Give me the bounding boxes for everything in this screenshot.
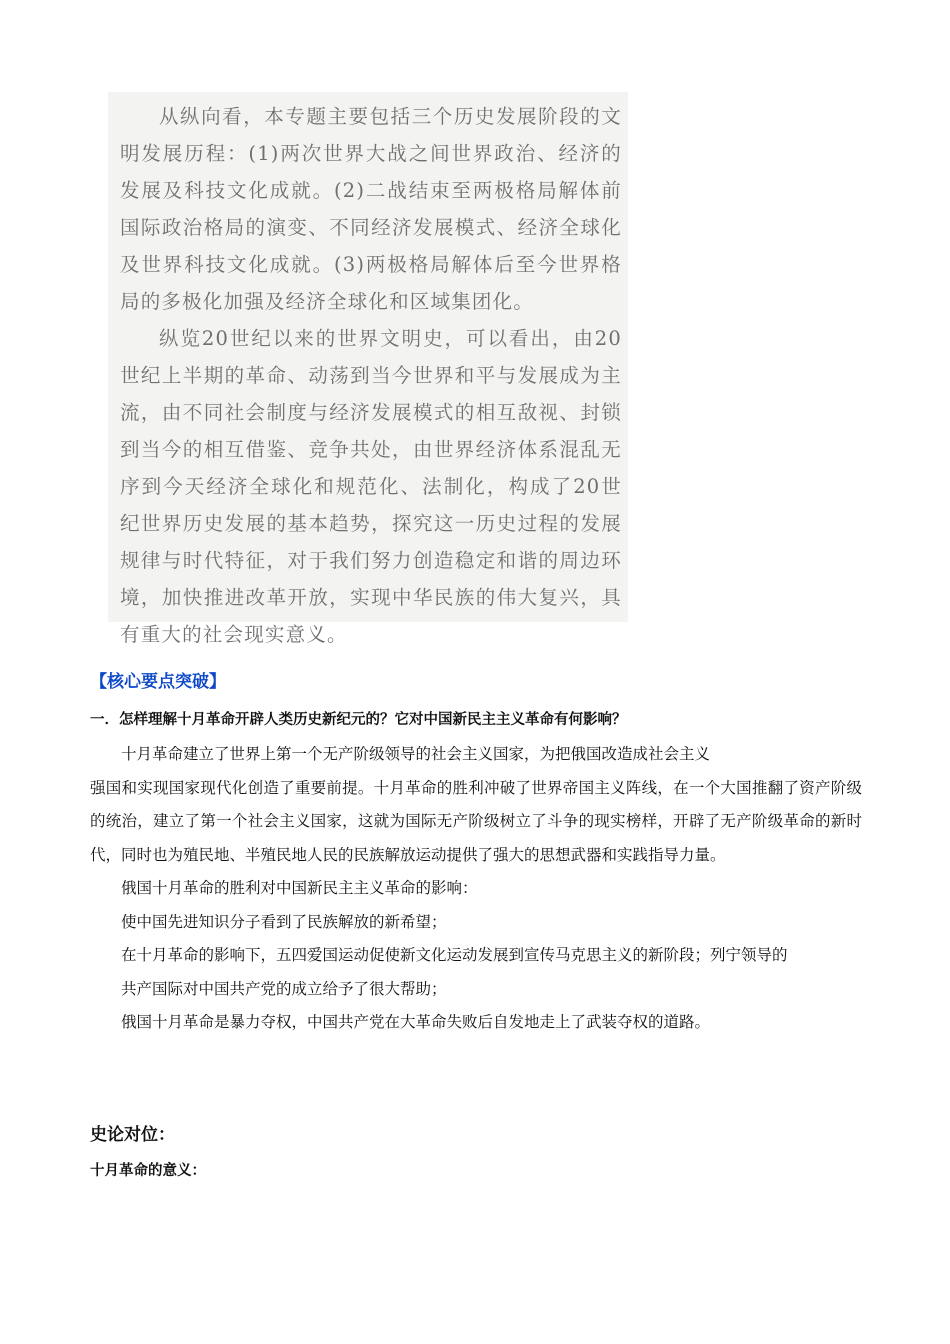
- sub-label: 十月革命的意义：: [90, 1163, 206, 1179]
- influence-item-2-rest: 共产国际对中国共产党的成立给予了很大帮助；: [121, 979, 447, 998]
- section-title: 【核心要点突破】: [90, 672, 226, 692]
- answer-paragraph-1-rest: 强国和实现国家现代化创造了重要前提。十月革命的胜利冲破了世界帝国主义阵线，在一个大国推翻了资产阶级的统治，建立了第一个社会主义国家，这就为国际无产阶级树立了斗争的现实榜样，开辟了无产阶级革命的新时代，同时也为殖民地、半殖民地人民的民族解放运动提供了强大的思想武器和实践指导力量。: [90, 778, 862, 864]
- influence-item-3: 俄国十月革命是暴力夺权，中国共产党在大革命失败后自发地走上了武装夺权的道路。: [121, 1013, 711, 1031]
- influence-intro: 俄国十月革命的胜利对中国新民主主义革命的影响：: [121, 879, 478, 897]
- answer-paragraph-1-line-1: 十月革命建立了世界上第一个无产阶级领导的社会主义国家，为把俄国改造成社会主义: [121, 745, 711, 763]
- influence-item-2-line-1: 在十月革命的影响下，五四爱国运动促使新文化运动发展到宣传马克思主义的新阶段；列宁领导的: [121, 946, 788, 964]
- answer-body: [90, 738, 862, 1040]
- sub-heading: 史论对位：: [90, 1125, 175, 1145]
- scan-paragraph-2: 纵览20世纪以来的世界文明史，可以看出，由20世纪上半期的革命、动荡到当今世界和平与发展成为主流，由不同社会制度与经济发展模式的相互敌视、封锁到当今的相互借鉴、竞争共处，由世界经济体系混乱无序到今天经济全球化和规范化、法制化，构成了20世纪世界历史发展的基本趋势，探究这一历史过程的发展规律与时代特征，对于我们努力创造稳定和谐的周边环境，加快推进改革开放，实现中华民族的伟大复兴，具有重大的社会现实意义。: [120, 327, 622, 646]
- influence-item-1: 使中国先进知识分子看到了民族解放的新希望；: [121, 912, 447, 931]
- question-heading: 一．怎样理解十月革命开辟人类历史新纪元的？它对中国新民主主义革命有何影响？: [90, 712, 627, 728]
- scanned-textbook-excerpt: [108, 92, 628, 646]
- scan-paragraph-1: 从纵向看，本专题主要包括三个历史发展阶段的文明发展历程：(1)两次世界大战之间世界政治、经济的发展及科技文化成就。(2)二战结束至两极格局解体前国际政治格局的演变、不同经济发展模式、经济全球化及世界科技文化成就。(3)两极格局解体后至今世界格局的多极化加强及经济全球化和区域集团化。: [120, 105, 622, 313]
